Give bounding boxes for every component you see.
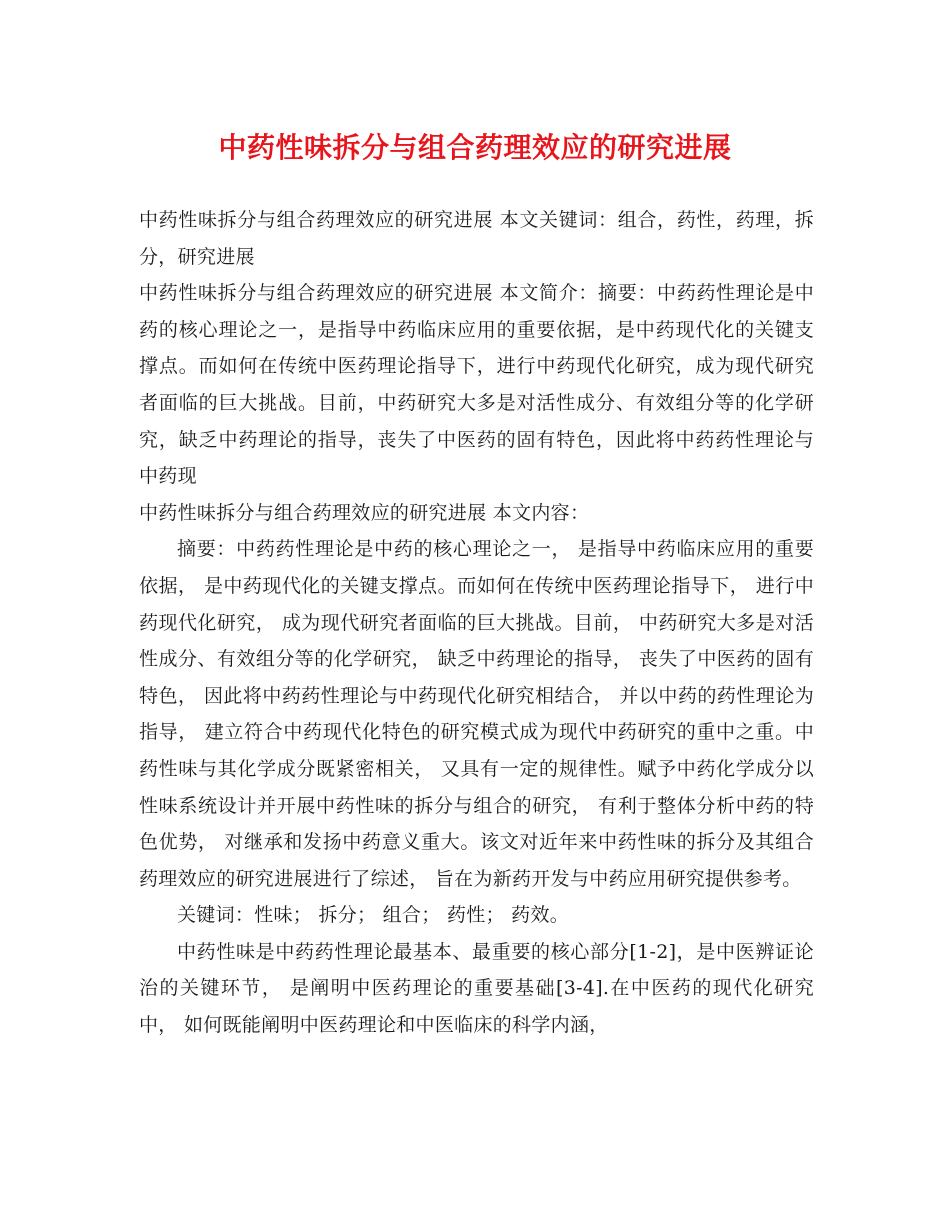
keywords-summary-paragraph: 中药性味拆分与组合药理效应的研究进展 本文关键词：组合，药性，药理，拆分，研究进展 bbox=[139, 209, 814, 268]
abstract-summary-paragraph: 中药性味拆分与组合药理效应的研究进展 本文简介：摘要：中药药性理论是中药的核心理论之一，是指导中药临床应用的重要依据，是中药现代化的关键支撑点。而如何在传统中医药理论指导下，进行中药现代化研究，成为现代研究者面临的巨大挑战。目前，中药研究大多是对活性成分、有效组分等的化学研究，缺乏中药理论的指导，丧失了中医药的固有特色，因此将中药药性理论与中药现 bbox=[139, 282, 814, 488]
document-body bbox=[139, 202, 814, 1044]
document-title: 中药性味拆分与组合药理效应的研究进展 bbox=[218, 131, 732, 164]
abstract-paragraph: 摘要：中药药性理论是中药的核心理论之一， 是指导中药临床应用的重要依据， 是中药现代化的关键支撑点。而如何在传统中医药理论指导下， 进行中药现代化研究， 成为现代研究者面临的巨大挑战。目前， 中药研究大多是对活性成分、有效组分等的化学研究， 缺乏中药理论的指导， 丧失了中医药的固有特色， 因此将中药药性理论与中药现代化研究相结合， 并以中药的药性理论为指导， 建立符合中药现代化特色的研究模式成为现代中药研究的重中之重。中药性味与其化学成分既紧密相关， 又具有一定的规律性。赋予中药化学成分以性味系统设计并开展中药性味的拆分与组合的研究， 有利于整体分析中药的特色优势， 对继承和发扬中药意义重大。该文对近年来中药性味的拆分及其组合药理效应的研究进展进行了综述， 旨在为新药开发与中药应用研究提供参考。 bbox=[139, 538, 814, 890]
keywords-paragraph: 关键词：性味； 拆分； 组合； 药性； 药效。 bbox=[177, 904, 570, 927]
body-paragraph: 中药性味是中药药性理论最基本、最重要的核心部分[1-2]，是中医辨证论治的关键环节， 是阐明中医药理论的重要基础[3-4].在中医药的现代化研究中， 如何既能阐明中医药理论和中医临床的科学内涵， bbox=[139, 940, 814, 1037]
content-heading-paragraph: 中药性味拆分与组合药理效应的研究进展 本文内容： bbox=[139, 501, 590, 524]
